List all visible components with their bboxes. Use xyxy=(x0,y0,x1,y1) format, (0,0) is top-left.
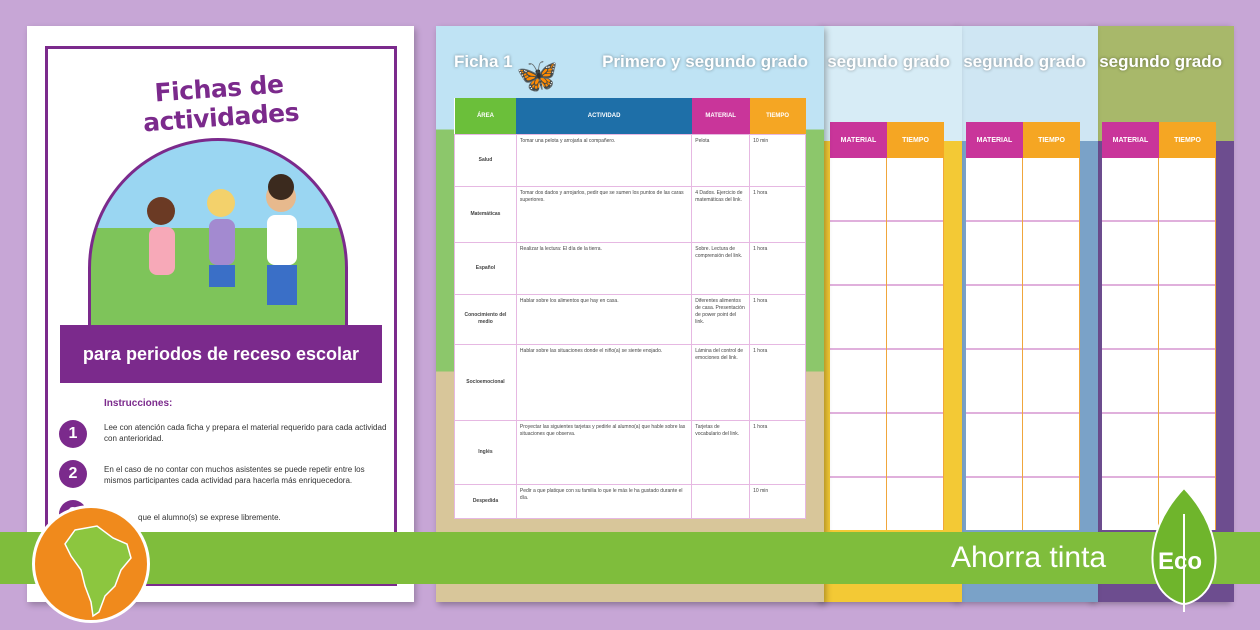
col-time: TIEMPO xyxy=(750,98,806,134)
back-sheet-1 xyxy=(822,26,962,602)
col-area: ÁREA xyxy=(455,98,517,134)
table-row: Matemáticas Tomar dos dados y arrojarlos, pedir que se sumen los puntos de las caras superiores. 4 Dados. Ejercicio de matemáticas del link. 1 hora xyxy=(455,186,806,242)
back-sheet-3-header: segundo grado xyxy=(1099,52,1222,71)
back-sheet-1-header: segundo grado xyxy=(827,52,950,71)
back-sheet-2 xyxy=(958,26,1098,602)
table-row: Despedida Pedir a que platique con su familia lo que le más le ha gustado durante el día. 10 min xyxy=(455,484,806,518)
sheet-number: Ficha 1 xyxy=(454,52,513,71)
step-text-2: En el caso de no contar con muchos asistentes se puede repetir entre los mismos participantes cada actividad para hacerla más enriquecedora. xyxy=(104,465,365,485)
back-sheet-2-header: segundo grado xyxy=(963,52,1086,71)
col-material: MATERIAL xyxy=(692,98,750,134)
col-material: MATERIAL xyxy=(1102,122,1159,158)
step-text-3: que el alumno(s) se exprese libremente. xyxy=(138,513,281,522)
step-number-2: 2 xyxy=(59,460,87,488)
activities-table xyxy=(454,98,806,519)
cover-subtitle-band: para periodos de receso escolar xyxy=(60,325,382,383)
back-sheet-1-table xyxy=(830,122,944,530)
table-row: Conocimiento del medio Hablar sobre los alimentos que hay en casa. Diferentes alimentos de casa. Presentación de power point del link. 1 hora xyxy=(455,294,806,344)
butterfly-icon: 🦋 xyxy=(516,57,559,95)
instructions-title: Instrucciones: xyxy=(104,398,173,409)
sheet-grade: Primero y segundo grado xyxy=(602,52,808,71)
activity-sheet-header xyxy=(454,52,808,72)
col-time: TIEMPO xyxy=(1159,122,1216,158)
ink-saver-label: Ahorra tinta xyxy=(951,541,1107,574)
col-activity: ACTIVIDAD xyxy=(516,98,691,134)
col-material: MATERIAL xyxy=(966,122,1023,158)
table-row: Inglés Proyectar las siguientes tarjetas y pedirle al alumno(a) que hable sobre las situaciones que observa. Tarjetas de vocabulario del link. 1 hora xyxy=(455,420,806,484)
eco-label: Eco xyxy=(1158,548,1203,575)
back-sheet-2-table xyxy=(966,122,1080,530)
step-text-1: Lee con atención cada ficha y prepara el material requerido para cada actividad con anterioridad. xyxy=(104,423,387,443)
south-america-icon xyxy=(32,505,150,623)
cover-title: Fichas de actividades xyxy=(142,69,300,138)
table-row: Socioemocional Hablar sobre las situaciones donde el niño(a) se siente enojado. Lámina del control de emociones del link. 1 hora xyxy=(455,344,806,420)
step-number-1: 1 xyxy=(59,420,87,448)
col-material: MATERIAL xyxy=(830,122,887,158)
table-row: Salud Tomar una pelota y arrojarla al compañero. Pelota 10 min xyxy=(455,134,806,186)
col-time: TIEMPO xyxy=(1023,122,1080,158)
back-sheet-3-table xyxy=(1102,122,1216,530)
col-time: TIEMPO xyxy=(887,122,944,158)
activity-sheet xyxy=(436,26,824,602)
table-row: Español Realizar la lectura: El día de la tierra. Sobre. Lectura de comprensión del link. 1 hora xyxy=(455,242,806,294)
